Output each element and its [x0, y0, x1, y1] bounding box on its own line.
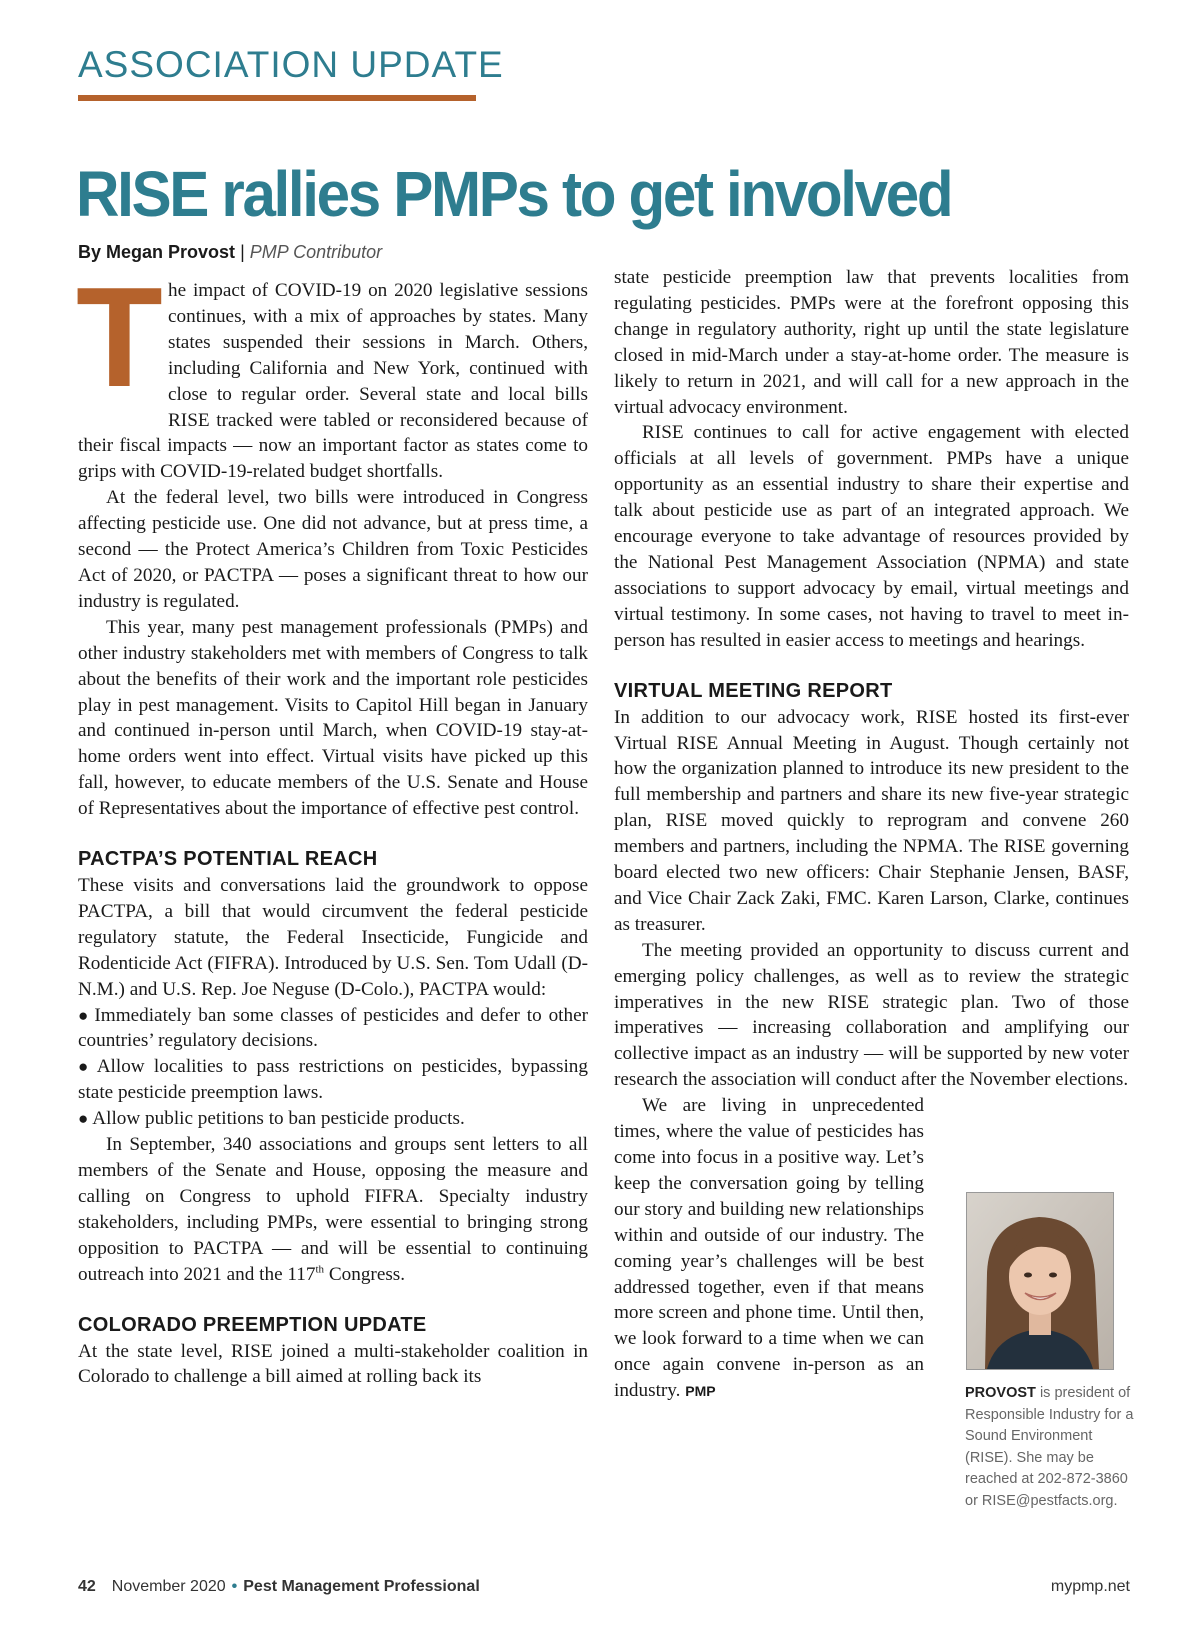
paragraph: At the federal level, two bills were introduced in Congress affecting pesticide use. One did not advance, but at press time, a second — the Protect America’s Children from Toxic Pesticides Act of 2020, or PACTPA — poses a significant threat to how our industry is regulated.: [78, 487, 588, 612]
paragraph: This year, many pest management professionals (PMPs) and other industry stakeholders met with members of Congress to talk about the benefits of their work and the important role pesticides play in pest management. Visits to Capitol Hill began in January and continued in-person until March, when COVID-19 stay-at-home orders went into effect. Virtual visits have picked up this fall, however, to educate members of the U.S. Senate and House of Representatives about the importance of effective pest control.: [78, 616, 588, 820]
author-bio-caption: [965, 1383, 1135, 1512]
article-headline: RISE rallies PMPs to get involved: [76, 158, 952, 230]
paragraph: he impact of COVID-19 on 2020 legislative sessions continues, with a mix of approaches by states. Many states suspended their sessions in March. Others, including California and New York, continued with close to regular order. Several state and local bills RISE tracked were tabled or reconsidered because of their fiscal impacts — now an important factor as states come to grips with COVID-19-related budget shortfalls.: [78, 280, 588, 483]
byline-author: By Megan Provost: [78, 242, 236, 262]
drop-cap: T: [76, 258, 163, 417]
caption-name: PROVOST: [965, 1385, 1036, 1401]
ordinal-suffix: th: [315, 1263, 325, 1276]
end-mark: PMP: [685, 1383, 716, 1400]
list-item-text: Allow localities to pass restrictions on pesticides, bypassing state pesticide preemption laws.: [78, 1056, 588, 1104]
magazine-name: Pest Management Professional: [243, 1578, 480, 1595]
byline-role: PMP Contributor: [249, 242, 383, 262]
page-footer: [78, 1578, 480, 1596]
byline-separator: |: [240, 242, 245, 262]
footer-website: mypmp.net: [1050, 1578, 1130, 1595]
paragraph-text: In September, 340 associations and groups sent letters to all members of the Senate and House, opposing the measure and calling on Congress to uphold FIFRA. Specialty industry stakeholders, including PMPs, were essential to bringing strong opposition to PACTPA — and will be essential to continuing outreach into 2021 and the 117: [78, 1134, 588, 1285]
list-item-text: Allow public petitions to ban pesticide products.: [92, 1108, 465, 1130]
article-column-left: [76, 258, 588, 1390]
paragraph: These visits and conversations laid the groundwork to oppose PACTPA, a bill that would circumvent the federal pesticide regulatory statute, the Federal Insecticide, Fungicide and Rodenticide Act (FIFRA). Introduced by U.S. Sen. Tom Udall (D-N.M.) and U.S. Rep. Joe Neguse (D-Colo.), PACTPA would:: [78, 875, 588, 1000]
paragraph-text: We are living in unprecedented times, where the value of pesticides has come into focus in a positive way. Let’s keep the conversation going by telling our story and building new relationships within and outside of our industry. The coming year’s challenges will be best addressed together, even if that means more screen and phone time. Until then, we look forward to a time when we can once again convene in-person as an industry.: [614, 1095, 924, 1402]
list-item: [78, 1054, 588, 1106]
bullet-list: [78, 1003, 588, 1133]
paragraph: At the state level, RISE joined a multi-stakeholder coalition in Colorado to challenge a bill aimed at rolling back its: [78, 1340, 588, 1388]
list-item: [78, 1106, 588, 1132]
paragraph: RISE continues to call for active engagement with elected officials at all levels of government. PMPs have a unique opportunity as an essential industry to share their expertise and talk about pesticide use as part of an integrated approach. We encourage everyone to take advantage of resources provided by the National Pest Management Association (NPMA) and state associations to support advocacy by email, virtual meetings and virtual testimony. In some cases, not having to travel to meet in-person has resulted in easier access to meetings and hearings.: [614, 422, 1129, 651]
author-photo: [966, 1192, 1114, 1370]
footer-separator: •: [231, 1578, 238, 1595]
list-item-text: Immediately ban some classes of pesticides and defer to other countries’ regulatory decisions.: [78, 1004, 588, 1052]
paragraph: state pesticide preemption law that prevents localities from regulating pesticides. PMPs were at the forefront opposing this change in regulatory authority, right up until the state legislature closed in mid-March under a stay-at-home order. The measure is likely to return in 2021, and will call for a new approach in the virtual advocacy environment.: [614, 267, 1129, 418]
section-divider: [78, 95, 476, 101]
bullet-icon: ●: [78, 1005, 91, 1025]
paragraph: The meeting provided an opportunity to discuss current and emerging policy challenges, as well as to review the strategic imperatives in the new RISE strategic plan. Two of those imperatives — increasing collaboration and amplifying our collective impact as an industry — will be supported by new voter research the association will conduct after the November elections.: [614, 939, 1129, 1091]
paragraph: [78, 1132, 588, 1287]
subhead-colorado: COLORADO PREEMPTION UPDATE: [78, 1313, 427, 1336]
bullet-icon: ●: [78, 1109, 89, 1129]
subhead-virtual-meeting: VIRTUAL MEETING REPORT: [614, 679, 893, 702]
caption-text: is president of Responsible Industry for a Sound Environment (RISE). She may be reached at 202-872-3860 or RISE@pestfacts.org.: [965, 1385, 1134, 1509]
bullet-icon: ●: [78, 1057, 93, 1077]
section-label: ASSOCIATION UPDATE: [78, 44, 504, 85]
list-item: [78, 1003, 588, 1055]
issue-date: November 2020: [111, 1578, 226, 1595]
page-number: 42: [78, 1578, 96, 1595]
subhead-pactpa: PACTPA’S POTENTIAL REACH: [78, 848, 378, 871]
paragraph-text: Congress.: [324, 1263, 406, 1285]
author-portrait-icon: [967, 1193, 1113, 1369]
paragraph: In addition to our advocacy work, RISE hosted its first-ever Virtual RISE Annual Meeting in August. Though certainly not how the organization planned to introduce its new president to the full membership and partners and share its new five-year strategic plan, RISE moved quickly to reprogram and convene 260 members and partners, including the NPMA. The RISE governing board elected two new officers: Chair Stephanie Jensen, BASF, and Vice Chair Zack Zaki, FMC. Karen Larson, Clarke, continues as treasurer.: [614, 706, 1129, 935]
